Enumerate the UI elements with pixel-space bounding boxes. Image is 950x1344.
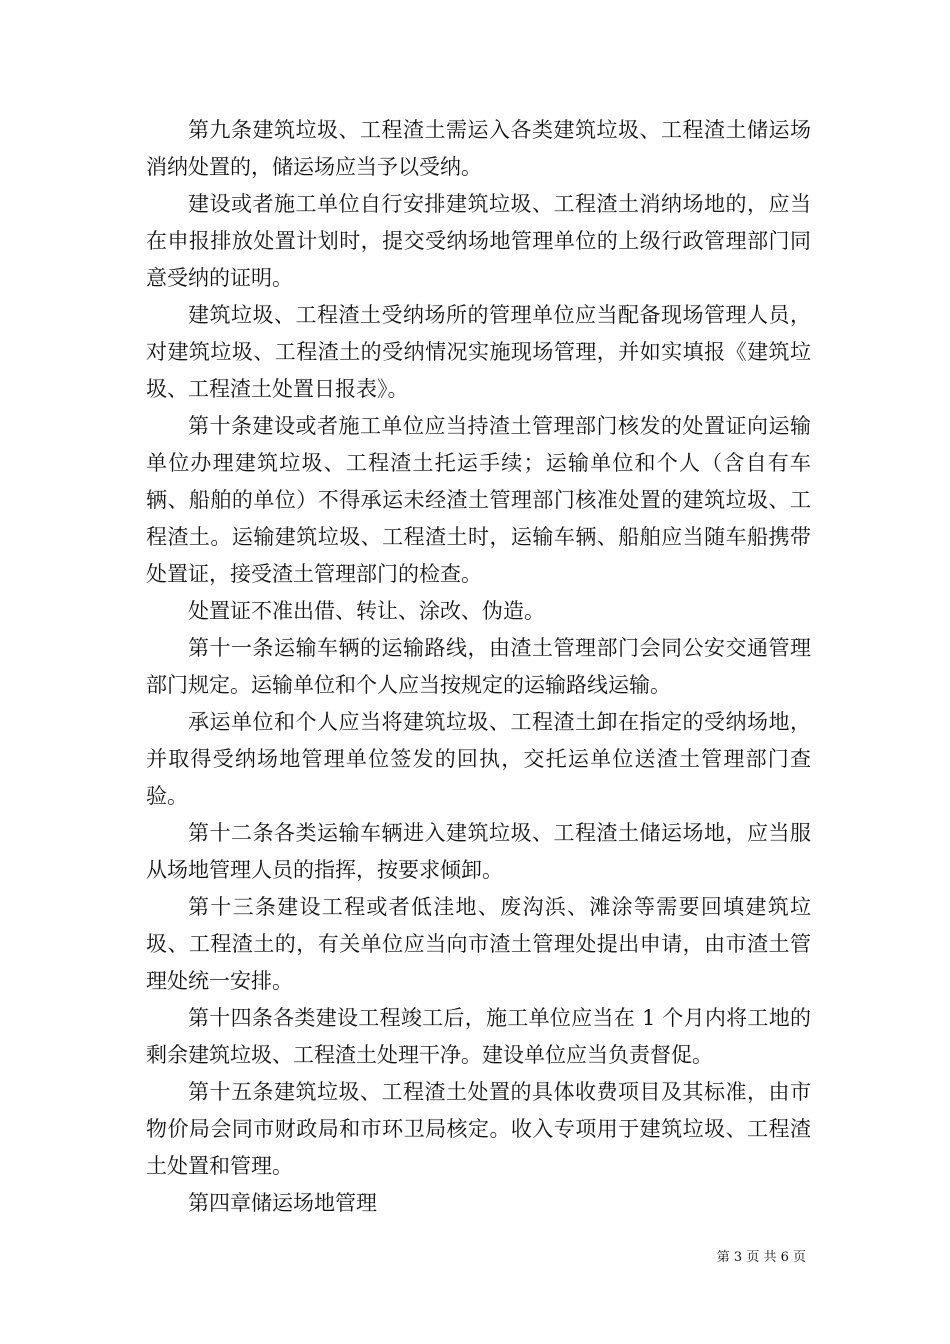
paragraph: 建设或者施工单位自行安排建筑垃圾、工程渣土消纳场地的，应当在申报排放处置计划时，提交受纳场地管理单位的上级行政管理部门同意受纳的证明。 xyxy=(146,192,811,290)
paragraph: 建筑垃圾、工程渣土受纳场所的管理单位应当配备现场管理人员，对建筑垃圾、工程渣土的受纳情况实施现场管理，并如实填报《建筑垃圾、工程渣土处置日报表》。 xyxy=(146,303,811,401)
paragraph: 承运单位和个人应当将建筑垃圾、工程渣土卸在指定的受纳场地，并取得受纳场地管理单位签发的回执，交托运单位送渣土管理部门查验。 xyxy=(146,710,811,808)
paragraph-article-10: 第十条建设或者施工单位应当持渣土管理部门核发的处置证向运输单位办理建筑垃圾、工程渣土托运手续；运输单位和个人（含自有车辆、船舶的单位）不得承运未经渣土管理部门核准处置的建筑垃圾、工程渣土。运输建筑垃圾、工程渣土时，运输车辆、船舶应当随车船携带处置证，接受渣土管理部门的检查。 xyxy=(146,414,811,586)
paragraph-article-9: 第九条建筑垃圾、工程渣土需运入各类建筑垃圾、工程渣土储运场消纳处置的，储运场应当予以受纳。 xyxy=(146,118,811,179)
paragraph: 处置证不准出借、转让、涂改、伪造。 xyxy=(188,599,545,623)
document-body xyxy=(146,112,811,1222)
paragraph-article-11: 第十一条运输车辆的运输路线，由渣土管理部门会同公安交通管理部门规定。运输单位和个人应当按规定的运输路线运输。 xyxy=(146,636,811,697)
paragraph-article-12: 第十二条各类运输车辆进入建筑垃圾、工程渣土储运场地，应当服从场地管理人员的指挥，按要求倾卸。 xyxy=(146,821,811,882)
chapter-heading: 第四章储运场地管理 xyxy=(188,1191,377,1215)
paragraph-article-13: 第十三条建设工程或者低洼地、废沟浜、滩涂等需要回填建筑垃圾、工程渣土的，有关单位应当向市渣土管理处提出申请，由市渣土管理处统一安排。 xyxy=(146,895,811,993)
paragraph-article-14: 第十四条各类建设工程竣工后，施工单位应当在 1 个月内将工地的剩余建筑垃圾、工程渣土处理干净。建设单位应当负责督促。 xyxy=(146,1006,811,1067)
page-number: 第 3 页 共 6 页 xyxy=(716,1250,806,1265)
paragraph-article-15: 第十五条建筑垃圾、工程渣土处置的具体收费项目及其标准，由市物价局会同市财政局和市环卫局核定。收入专项用于建筑垃圾、工程渣土处置和管理。 xyxy=(146,1080,811,1178)
